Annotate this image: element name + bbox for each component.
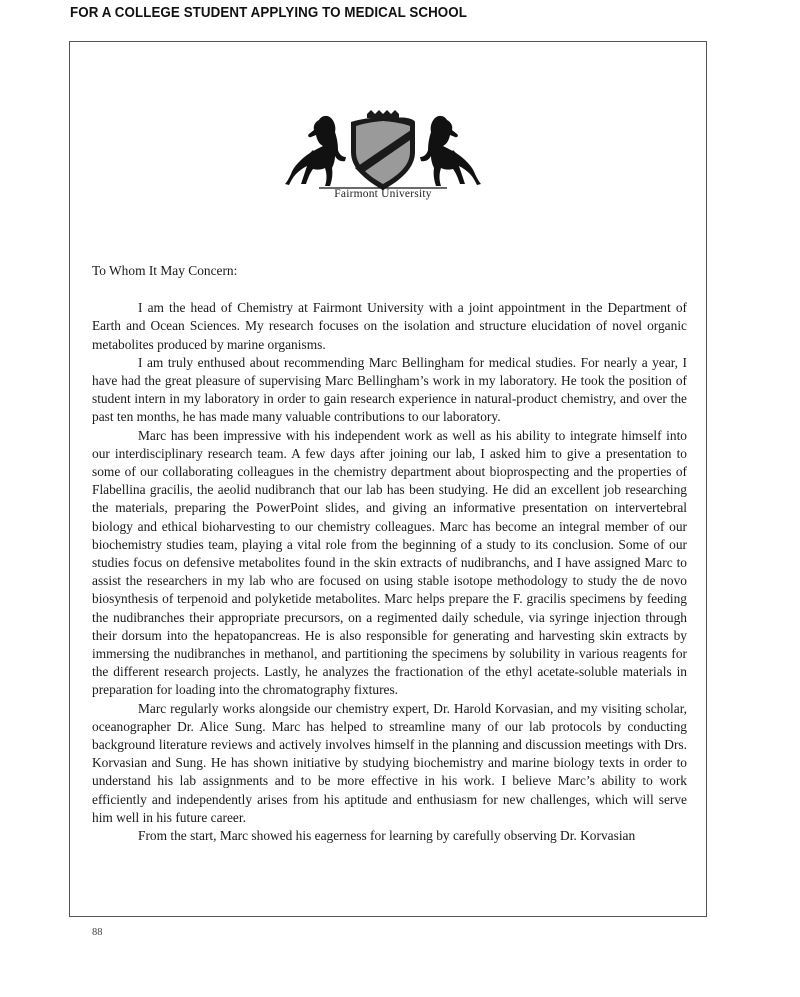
right-horse-icon: [420, 116, 481, 186]
letter-paragraph: Marc has been impressive with his independent work as well as his ability to integrate himself into our interdisciplinary research team. A few days after joining our lab, I asked him to give a presentation to some of our collaborating colleagues in the chemistry department about bioprospecting and the properties of Flabellina gracilis, the aeolid nudibranch that our lab has been studying. He did an excellent job researching the materials, preparing the PowerPoint slides, and giving an informative presentation on intervertebral biology and ethical bioharvesting to our chemistry colleagues. Marc has become an integral member of our biochemistry studies team, playing a vital role from the beginning of a study to its conclusion. Some of our studies focus on defensive metabolites found in the skin extracts of nudibranchs, and I have assigned Marc to assist the researchers in my lab who are focused on using stable isotope methodology to study the de novo biosynthesis of terpenoid and polyketide metabolites. Marc helps prepare the F. gracilis specimens by feeding the nudibranches their appropriate precursors, on a regimented daily schedule, via syringe injection through their dorsum into the hepatopancreas. He is also responsible for generating and harvesting skin extracts by immersing the nudibranches in methanol, and partitioning the specimens by solubility in various reagents for the different research projects. Lastly, he analyzes the fractionation of the ethyl acetate-soluble materials in preparation for loading into the chromatography fixtures.: [92, 427, 687, 698]
letter-paragraph: Marc regularly works alongside our chemistry expert, Dr. Harold Korvasian, and my visiting scholar, oceanographer Dr. Alice Sung. Marc has helped to streamline many of our lab protocols by conducting background literature reviews and actively involves himself in the planning and discussion meetings with Drs. Korvasian and Sung. He has shown initiative by studying biochemistry and marine biology texts in order to understand his lab assignments and to be more effective in his work. I believe Marc’s ability to work efficiently and independently arises from his aptitude and enthusiasm for new challenges, which will serve him well in his future career.: [92, 700, 687, 825]
page-number: 88: [92, 927, 103, 938]
letter-paragraph: From the start, Marc showed his eagerness for learning by carefully observing Dr. Korvasian: [138, 828, 636, 844]
left-horse-icon: [285, 116, 346, 186]
letter-paragraph: I am the head of Chemistry at Fairmont University with a joint appointment in the Department of Earth and Ocean Sciences. My research focuses on the isolation and structure elucidation of novel organic metabolites produced by marine organisms.: [92, 300, 687, 352]
shield-icon: [351, 110, 415, 190]
letter-paragraph: I am truly enthused about recommending Marc Bellingham for medical studies. For nearly a year, I have had the great pleasure of supervising Marc Bellingham’s work in my laboratory. He took the position of student intern in my laboratory in order to gain research experience in natural-product chemistry, and over the past ten months, he has made many valuable contributions to our laboratory.: [92, 354, 687, 425]
section-header: FOR A COLLEGE STUDENT APPLYING TO MEDICAL SCHOOL: [70, 5, 467, 21]
salutation: To Whom It May Concern:: [92, 263, 238, 278]
logo-university-name: Fairmont University: [334, 188, 432, 200]
letter-body: [92, 262, 687, 845]
